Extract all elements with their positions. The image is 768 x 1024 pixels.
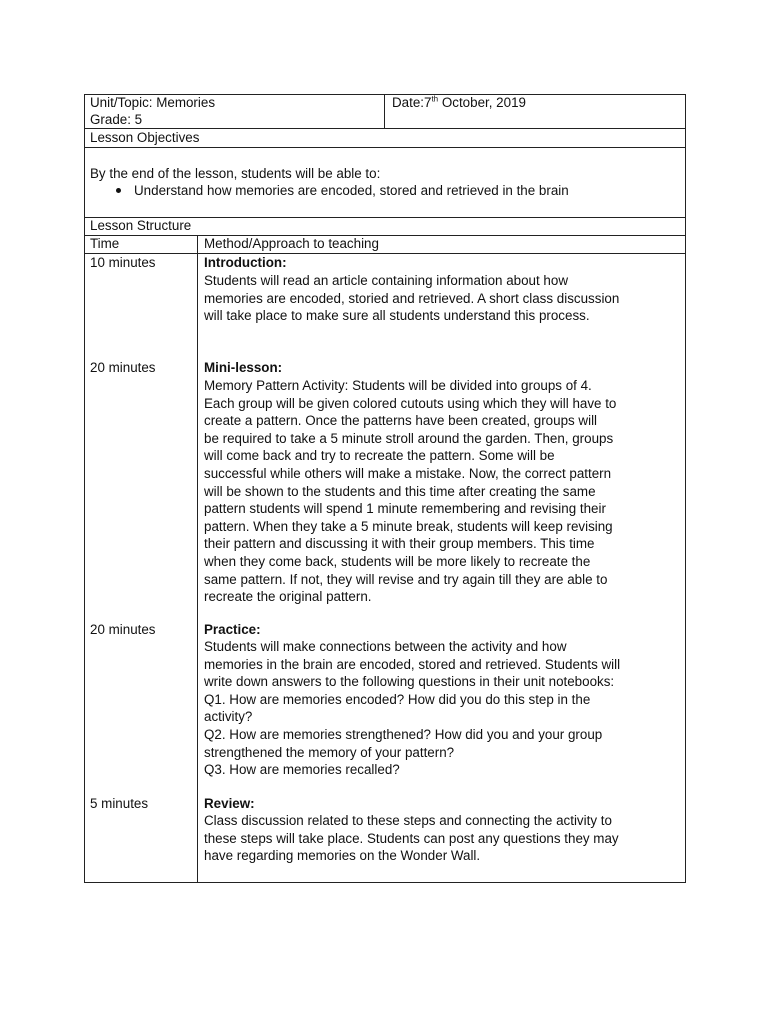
row-line-col-headers bbox=[84, 253, 686, 254]
section-title-practice: Practice: bbox=[204, 622, 261, 637]
section-body-introduction: Students will read an article containing information about how memories are encoded, storied and retrieved. A short class discussion will take place to make sure all students understand this process. bbox=[204, 273, 620, 324]
col-header-method: Method/Approach to teaching bbox=[204, 236, 379, 251]
lesson-date: Date:7th October, 2019 bbox=[392, 94, 526, 110]
time-cell: 10 minutes bbox=[90, 255, 156, 270]
bullet-icon bbox=[116, 188, 121, 193]
time-cell: 20 minutes bbox=[90, 360, 156, 375]
objectives-intro: By the end of the lesson, students will be able to: bbox=[90, 166, 381, 181]
time-column-divider bbox=[197, 235, 198, 883]
section-body-mini-lesson: Memory Pattern Activity: Students will be divided into groups of 4. Each group will be given colored cutouts using which they will have to create a pattern. Once the patterns have been created, groups will be required to take a 5 minute stroll around the garden. Then, groups will come back and try to recreate the pattern. Some will be successful while others will make a mistake. Now, the correct pattern will be shown to the students and this time after creating the same pattern students will spend 1 minute remembering and revising their pattern. When they take a 5 minute break, students will keep revising their pattern and discussing it with their group members. This time when they come back, students will be more likely to recreate the same pattern. If not, they will revise and try again till they are able to recreate the original pattern. bbox=[204, 378, 617, 605]
unit-topic: Unit/Topic: Memories bbox=[90, 95, 216, 110]
section-title-review: Review: bbox=[204, 796, 255, 811]
col-header-time: Time bbox=[90, 236, 120, 251]
section-title-mini-lesson: Mini-lesson: bbox=[204, 360, 283, 375]
row-line-structure bbox=[84, 235, 686, 236]
section-body-review: Class discussion related to these steps and connecting the activity to these steps will take place. Students can post any questions they may have regarding memories on the Wonder Wall. bbox=[204, 813, 619, 864]
time-cell: 20 minutes bbox=[90, 622, 156, 637]
header-divider bbox=[384, 94, 385, 129]
objectives-heading: Lesson Objectives bbox=[90, 130, 200, 145]
row-line-objectives bbox=[84, 147, 686, 148]
time-cell: 5 minutes bbox=[90, 796, 149, 811]
section-body-practice: Students will make connections between the activity and how memories in the brain are encoded, stored and retrieved. Students will write down answers to the following questions in their unit notebooks: Q1. How are memories encoded? How did you do this step in the activity? Q2. How are memories strengthened? How did you and your group strengthened the memory of your pattern? Q3. How are memories recalled? bbox=[204, 639, 621, 778]
structure-heading: Lesson Structure bbox=[90, 218, 192, 233]
section-title-introduction: Introduction: bbox=[204, 255, 287, 270]
grade: Grade: 5 bbox=[90, 112, 143, 127]
objective-item: Understand how memories are encoded, stored and retrieved in the brain bbox=[134, 183, 569, 198]
